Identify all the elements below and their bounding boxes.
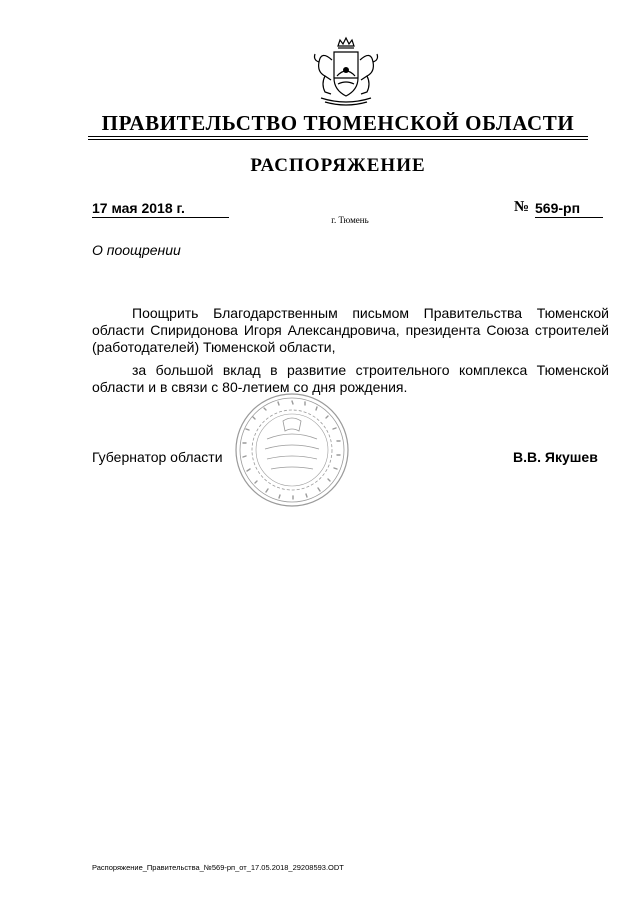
paragraph-line: области и в связи с 80-летием со дня рождения. xyxy=(92,379,408,395)
paragraph-line: (работодателей) Тюменской области, xyxy=(92,339,336,355)
organization-title: ПРАВИТЕЛЬСТВО ТЮМЕНСКОЙ ОБЛАСТИ xyxy=(101,111,575,135)
document-date: 17 мая 2018 г. xyxy=(92,200,229,218)
title-rule-bottom xyxy=(88,139,588,140)
document-number: 569-рп xyxy=(535,200,603,218)
coat-of-arms-icon xyxy=(307,36,385,108)
document-city: г. Тюмень xyxy=(331,215,369,225)
title-rule-top xyxy=(88,136,588,137)
paragraph-line: Поощрить Благодарственным письмом Правительства Тюменской xyxy=(132,305,609,321)
footer-filename: Распоряжение_Правительства_№569-рп_от_17.05.2018_29208593.ODT xyxy=(92,863,344,872)
signer-position: Губернатор области xyxy=(92,449,223,465)
document-type-title: РАСПОРЯЖЕНИЕ xyxy=(250,155,426,176)
paragraph-line: области Спиридонова Игоря Александровича, президента Союза строителей xyxy=(92,322,609,338)
number-sign: № xyxy=(514,199,530,215)
signer-name: В.В. Якушев xyxy=(513,449,598,465)
document-subject: О поощрении xyxy=(92,242,181,258)
official-seal-icon xyxy=(233,391,351,509)
body-paragraph-1 xyxy=(92,305,609,356)
paragraph-line: за большой вклад в развитие строительного комплекса Тюменской xyxy=(132,362,609,378)
